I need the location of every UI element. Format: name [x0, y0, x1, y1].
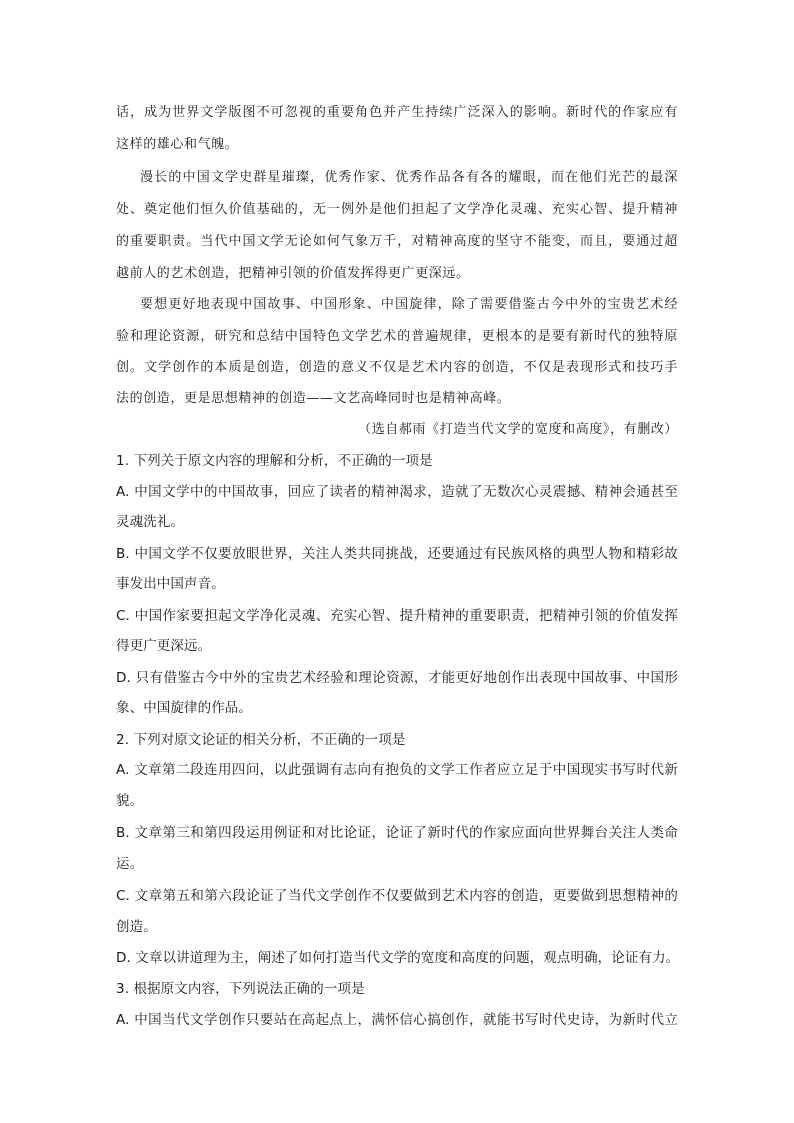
question-1-option-d-cont: 象、中国旋律的作品。 — [116, 700, 252, 716]
question-3-option-a: A. 中国当代文学创作只要站在高起点上，满怀信心搞创作，就能书写时代史诗，为新时代立 — [116, 1012, 678, 1028]
question-1-option-c: C. 中国作家要担起文学净化灵魂、充实心智、提升精神的重要职责，把精神引领的价值发挥 — [116, 608, 678, 624]
passage-line: 处、奠定他们恒久价值基础的，无一例外是他们担起了文学净化灵魂、充实心智、提升精神 — [116, 202, 678, 217]
question-1-stem: 1. 下列关于原文内容的理解和分析，不正确的一项是 — [116, 453, 433, 469]
question-2-option-c-cont: 创造。 — [116, 919, 157, 935]
question-1-option-d: D. 只有借鉴古今中外的宝贵艺术经验和理论资源，才能更好地创作出表现中国故事、中国形 — [116, 670, 678, 686]
passage-line: 话，成为世界文学版图不可忽视的重要角色并产生持续广泛深入的影响。新时代的作家应有 — [116, 105, 678, 120]
passage-line: 要想更好地表现中国故事、中国形象、中国旋律，除了需要借鉴古今中外的宝贵艺术经 — [140, 297, 678, 312]
question-3-stem: 3. 根据原文内容，下列说法正确的一项是 — [116, 981, 365, 997]
passage-line: 漫长的中国文学史群星璀璨，优秀作家、优秀作品各有各的耀眼，而在他们光芒的最深 — [140, 170, 678, 185]
question-1-option-c-cont: 得更广更深远。 — [116, 638, 212, 654]
passage-line: 验和理论资源，研究和总结中国特色文学艺术的普遍规律，更根本的是要有新时代的独特原 — [116, 329, 678, 344]
question-2-option-b: B. 文章第三和第四段运用例证和对比论证，论证了新时代的作家应面向世界舞台关注人类命 — [116, 825, 678, 841]
question-2-option-c: C. 文章第五和第六段论证了当代文学创作不仅要做到艺术内容的创造，更要做到思想精神的 — [116, 888, 678, 904]
passage-source: （选自郝雨《打造当代文学的宽度和高度》，有删改） — [358, 422, 678, 437]
question-2-option-a-cont: 貌。 — [116, 793, 144, 809]
question-2-option-a: A. 文章第二段连用四问，以此强调有志向有抱负的文学工作者应立足于中国现实书写时代新 — [116, 762, 678, 778]
question-1-option-b: B. 中国文学不仅要放眼世界，关注人类共同挑战，还要通过有民族风格的典型人物和精彩故 — [116, 546, 678, 562]
passage-line: 的重要职责。当代中国文学无论如何气象万千，对精神高度的坚守不能变，而且，要通过超 — [116, 234, 678, 249]
passage-line: 创。文学创作的本质是创造，创造的意义不仅是艺术内容的创造，不仅是表现形式和技巧手 — [116, 360, 678, 375]
passage-line: 这样的雄心和气魄。 — [116, 137, 239, 152]
passage-line: 法的创造，更是思想精神的创造——文艺高峰同时也是精神高峰。 — [116, 391, 511, 406]
question-2-stem: 2. 下列对原文论证的相关分析，不正确的一项是 — [116, 732, 406, 748]
question-2-option-b-cont: 运。 — [116, 856, 144, 872]
question-1-option-b-cont: 事发出中国声音。 — [116, 576, 225, 592]
question-1-option-a: A. 中国文学中的中国故事，回应了读者的精神渴求，造就了无数次心灵震撼、精神会通甚至 — [116, 484, 678, 500]
passage-line: 越前人的艺术创造，把精神引领的价值发挥得更广更深远。 — [116, 266, 470, 281]
question-1-option-a-cont: 灵魂洗礼。 — [116, 514, 184, 530]
question-2-option-d: D. 文章以讲道理为主，阐述了如何打造当代文学的宽度和高度的问题，观点明确，论证有力。 — [116, 950, 680, 966]
